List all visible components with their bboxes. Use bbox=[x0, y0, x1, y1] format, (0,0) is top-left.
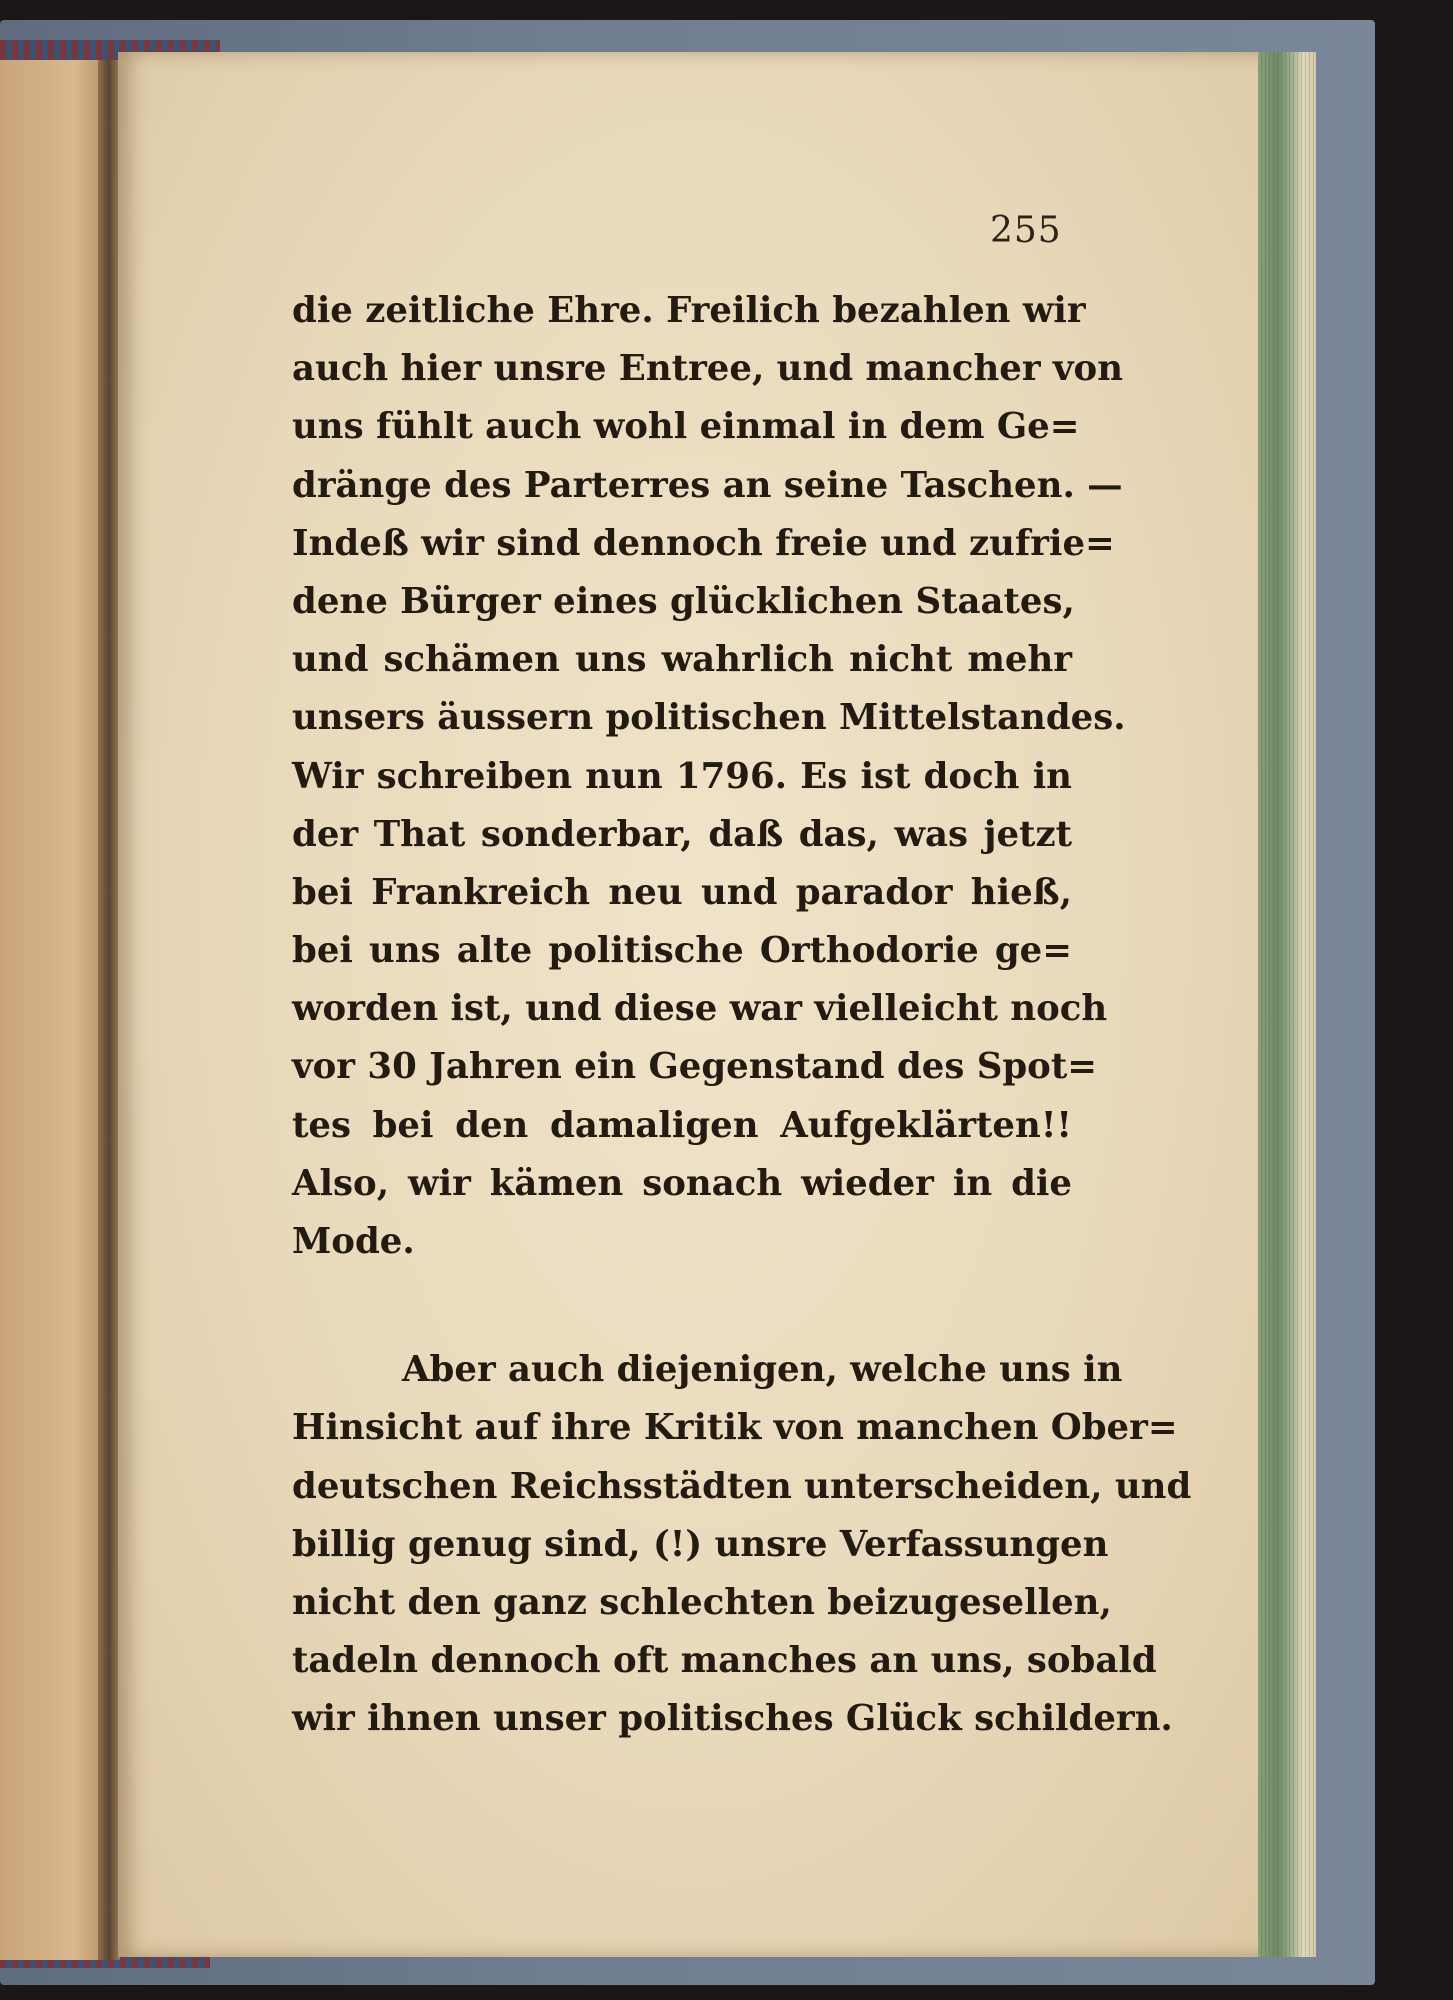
text-line: dene Bürger eines glücklichen Staates, bbox=[292, 580, 1075, 622]
text-line: worden ist, und diese war vielleicht noch bbox=[292, 988, 1108, 1030]
text-line: wir ihnen unser politisches Glück schildern. bbox=[292, 1698, 1173, 1740]
text-line: Also, wir kämen sonach wieder in die bbox=[292, 1162, 1072, 1204]
text-line: der That sonderbar, daß das, was jetzt bbox=[292, 813, 1072, 855]
text-line: dränge des Parterres an seine Taschen. — bbox=[292, 464, 1123, 506]
text-line: tes bei den damaligen Aufgeklärten!! bbox=[292, 1104, 1072, 1146]
text-line: vor 30 Jahren ein Gegenstand des Spot= bbox=[292, 1046, 1097, 1088]
text-line: unsers äussern politischen Mittelstandes. bbox=[292, 697, 1126, 739]
text-line: bei uns alte politische Orthodorie ge= bbox=[292, 930, 1072, 972]
paragraph-2 bbox=[292, 1341, 1192, 1748]
text-line: Wir schreiben nun 1796. Es ist doch in bbox=[292, 755, 1072, 797]
left-page-edge bbox=[0, 60, 105, 1960]
paragraph-1 bbox=[292, 282, 1126, 1271]
paragraph-gap bbox=[292, 1271, 1072, 1341]
page-number: 255 bbox=[990, 210, 1062, 251]
text-line: bei Frankreich neu und parador hieß, bbox=[292, 871, 1072, 913]
text-line: auch hier unsre Entree, und mancher von bbox=[292, 348, 1124, 390]
text-line: Mode. bbox=[292, 1221, 415, 1262]
text-line: tadeln dennoch oft manches an uns, sobald bbox=[292, 1640, 1157, 1682]
text-line: deutschen Reichsstädten unterscheiden, und bbox=[292, 1465, 1192, 1507]
book-gutter bbox=[98, 60, 120, 1960]
page-text bbox=[292, 282, 1192, 1749]
text-line: Hinsicht auf ihre Kritik von manchen Ober= bbox=[292, 1407, 1178, 1449]
text-line: nicht den ganz schlechten beizugesellen, bbox=[292, 1581, 1112, 1623]
text-line: billig genug sind, (!) unsre Verfassungen bbox=[292, 1523, 1109, 1565]
text-line: die zeitliche Ehre. Freilich bezahlen wir bbox=[292, 290, 1086, 331]
text-line: Indeß wir sind dennoch freie und zufrie= bbox=[292, 522, 1115, 564]
text-line: und schämen uns wahrlich nicht mehr bbox=[292, 639, 1072, 681]
page-fore-edge-lines bbox=[1258, 52, 1316, 1957]
text-line: uns fühlt auch wohl einmal in dem Ge= bbox=[292, 406, 1080, 448]
text-line: Aber auch diejenigen, welche uns in bbox=[402, 1349, 1123, 1391]
